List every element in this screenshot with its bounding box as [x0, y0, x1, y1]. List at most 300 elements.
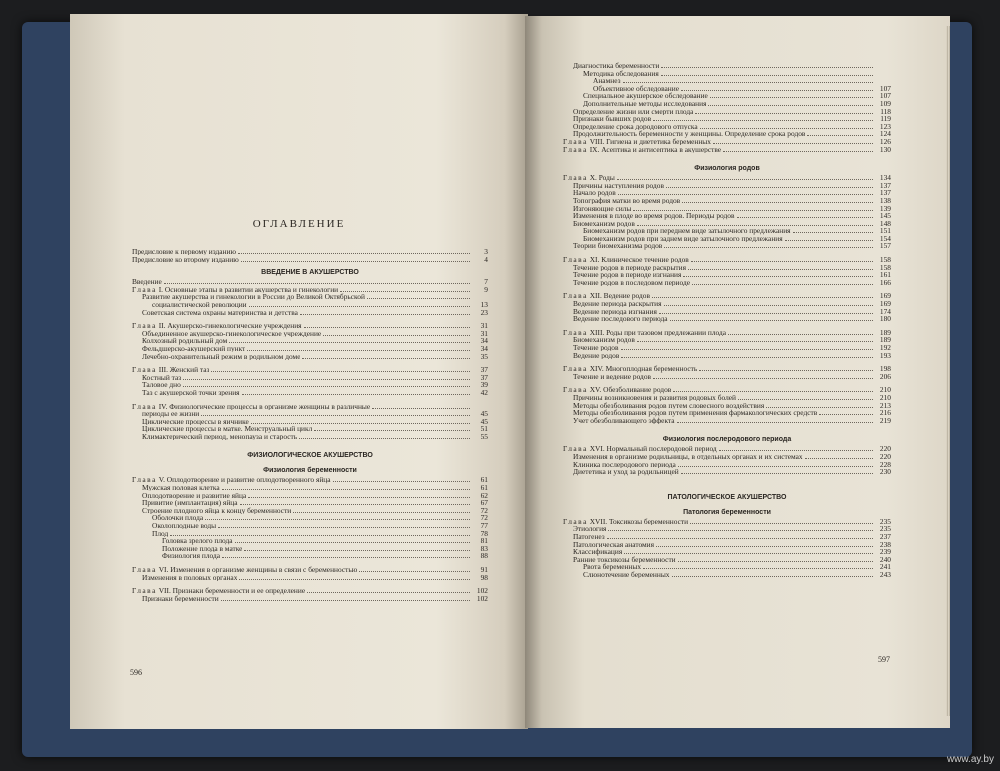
chapter-word: Глава	[563, 256, 588, 264]
toc-entry-label: Оплодотворение и развитие яйца	[142, 491, 247, 500]
toc-entry-label: Глава XVI. Нормальный послеродовой период	[563, 445, 717, 453]
dot-leader	[699, 370, 873, 371]
dot-leader	[666, 187, 873, 188]
toc-entry-page: 61	[480, 483, 488, 493]
toc-entry	[132, 278, 488, 286]
toc-chapter-entry	[563, 445, 891, 453]
toc-entry-page: 134	[879, 173, 891, 183]
toc-entry-page: 39	[480, 380, 488, 390]
toc-entry-label: Признаки беременности	[142, 594, 219, 603]
chapter-word: Глава	[563, 145, 588, 153]
toc-entry-label: Ведение периода раскрытия	[573, 300, 662, 308]
toc-entry-page: 145	[879, 211, 891, 221]
toc-entry-label: Продолжительность беременности у женщины. Определение срока родов	[573, 130, 806, 138]
toc-entry	[132, 507, 488, 515]
toc-chapter-entry	[563, 174, 891, 182]
toc-entry	[563, 264, 891, 272]
toc-entry	[563, 205, 891, 213]
toc-entry-page: 220	[879, 451, 891, 461]
toc-entry-label: Лечебно-охранительный режим в родильном доме	[142, 352, 301, 360]
toc-entry-label: Биомеханизм родов при заднем виде затылочного предлежания	[583, 234, 783, 243]
toc-entry-label: Течение родов	[573, 344, 619, 352]
toc-entry	[132, 410, 488, 418]
toc-entry-label: Патологическая анатомия	[573, 540, 655, 548]
dot-leader	[673, 391, 873, 392]
toc-chapter-entry	[132, 587, 488, 595]
toc-entry-page: 107	[879, 83, 891, 93]
dot-leader	[690, 523, 873, 524]
toc-entry-label: Методика обследования	[583, 69, 659, 77]
toc-chapter-entry	[563, 138, 891, 146]
toc-entry	[132, 293, 488, 301]
toc-chapter-entry	[132, 366, 488, 374]
toc-entry-label: Топография матки во время родов	[573, 196, 681, 205]
toc-entry-page: 151	[879, 226, 891, 236]
toc-entry-page: 174	[879, 306, 891, 316]
toc-entry-page: 3	[484, 247, 488, 256]
toc-entry-label: Изменения в половых органах	[142, 573, 238, 581]
toc-entry-page: 154	[879, 233, 891, 243]
dot-leader	[819, 414, 873, 415]
toc-entry-page: 161	[879, 270, 891, 280]
toc-entry	[132, 537, 488, 545]
dot-leader	[692, 284, 873, 285]
dot-leader	[708, 105, 873, 106]
toc-entry-label: Специальное акушерское обследование	[583, 92, 708, 100]
toc-entry-page: 189	[879, 327, 891, 337]
toc-entry-label: Предисловие к первому изданию	[132, 248, 236, 256]
dot-leader	[670, 320, 873, 321]
dot-leader	[661, 75, 873, 76]
toc-entry	[563, 130, 891, 138]
toc-entry-page: 37	[480, 365, 488, 375]
dot-leader	[205, 519, 470, 520]
toc-entry-label: Глава XIV. Многоплодная беременность	[563, 365, 698, 373]
dot-leader	[618, 194, 873, 195]
toc-entry	[132, 353, 488, 361]
toc-entry-label: Диагностика беременности	[573, 62, 660, 70]
toc-entry	[563, 336, 891, 344]
toc-entry-label: Течение родов в периоде раскрытия	[573, 263, 687, 272]
toc-entry-page: 239	[879, 547, 891, 557]
toc-entry-page: 210	[879, 392, 891, 402]
toc-entry	[563, 242, 891, 250]
toc-entry	[563, 77, 891, 85]
toc-entry-label: Патогенез	[573, 532, 605, 541]
chapter-word: Глава	[132, 566, 157, 574]
toc-entry-label: Причины возникновения и развития родовых болей	[573, 393, 737, 402]
toc-entry	[563, 100, 891, 108]
toc-entry-page: 237	[879, 531, 891, 541]
toc-entry-label: Причины наступления родов	[573, 181, 664, 190]
toc-chapter-entry	[563, 329, 891, 337]
dot-leader	[700, 128, 873, 129]
toc-entry	[563, 182, 891, 190]
toc-entry-page: 72	[480, 505, 488, 515]
dot-leader	[239, 579, 470, 580]
dot-leader	[607, 538, 873, 539]
toc-entry-page: 7	[484, 277, 488, 287]
dot-leader	[608, 530, 873, 531]
toc-entry	[132, 433, 488, 441]
toc-chapter-entry	[563, 365, 891, 373]
dot-leader	[621, 349, 874, 350]
dot-leader	[372, 408, 470, 409]
toc-entry-page: 67	[480, 498, 488, 508]
toc-entry-page: 228	[879, 459, 891, 469]
dot-leader	[785, 240, 873, 241]
toc-entry	[132, 301, 488, 309]
toc-entry-label: Положение плода в матке	[162, 544, 243, 553]
toc-entry-label: Строение плодного яйца к концу беременности	[142, 506, 292, 515]
dot-leader	[713, 143, 873, 144]
toc-entry-page: 78	[480, 528, 488, 538]
toc-entry-page: 169	[879, 299, 891, 309]
toc-entry-label: Ведение периода изгнания	[573, 307, 657, 316]
toc-entry-label: Глава XIII. Роды при тазовом предлежании плода	[563, 328, 727, 337]
dot-leader	[249, 306, 470, 307]
toc-entry-page: 124	[879, 129, 891, 139]
toc-entry-label: Мужская половая клетка	[142, 484, 220, 492]
toc-entry-page: 243	[879, 569, 891, 579]
toc-entry-page: 180	[879, 314, 891, 324]
toc-entry-page: 23	[480, 307, 488, 317]
toc-entry	[563, 563, 891, 571]
toc-entry-page: 166	[879, 277, 891, 287]
dot-leader	[664, 247, 873, 248]
toc-entry-page: 138	[879, 195, 891, 205]
toc-entry-page: 55	[480, 431, 488, 441]
toc-entry	[563, 315, 891, 323]
toc-entry	[563, 197, 891, 205]
toc-entry	[132, 492, 488, 500]
toc-entry-page: 148	[879, 218, 891, 228]
toc-entry-label: Рвота беременных	[583, 563, 642, 571]
dot-leader	[211, 371, 470, 372]
dot-leader	[678, 561, 873, 562]
dot-leader	[241, 261, 470, 262]
dot-leader	[235, 542, 470, 543]
toc-chapter-entry	[132, 566, 488, 574]
dot-leader	[623, 82, 874, 83]
dot-leader	[222, 489, 470, 490]
toc-chapter-entry	[563, 518, 891, 526]
chapter-word: Глава	[563, 328, 588, 337]
dot-leader	[633, 210, 873, 211]
toc-entry	[563, 541, 891, 549]
toc-entry	[563, 352, 891, 360]
toc-title: ОГЛАВЛЕНИЕ	[252, 218, 346, 230]
chapter-word: Глава	[132, 322, 157, 330]
dot-leader	[672, 576, 873, 577]
section-heading: Физиология беременности	[263, 467, 357, 475]
dot-leader	[681, 90, 873, 91]
toc-entry	[132, 418, 488, 426]
dot-leader	[248, 497, 470, 498]
toc-entry-label: Изгоняющие силы	[573, 204, 632, 212]
toc-entry	[563, 394, 891, 402]
toc-entry-label: Глава XI. Клиническое течение родов	[563, 256, 689, 264]
dot-leader	[238, 253, 470, 254]
section-heading: ВВЕДЕНИЕ В АКУШЕРСТВО	[261, 269, 359, 277]
dot-leader	[678, 466, 873, 467]
toc-entry-label: Глава VII. Признаки беременности и ее определение	[132, 587, 306, 595]
toc-chapter-entry	[132, 476, 488, 484]
chapter-word: Глава	[563, 174, 588, 182]
toc-entry-page: 81	[480, 536, 488, 546]
toc-entry	[563, 453, 891, 461]
toc-entry-label: Учет обезболивающего эффекта	[573, 416, 675, 425]
section-heading: Физиология послеродового периода	[662, 436, 792, 444]
dot-leader	[617, 179, 873, 180]
toc-entry	[132, 595, 488, 603]
toc-entry-page: 42	[480, 387, 488, 397]
toc-entry-label: Оболочки плода	[152, 514, 204, 522]
dot-leader	[183, 379, 470, 380]
toc-entry-label: Глава IV. Физиологические процессы в организме женщины в различные	[132, 402, 371, 410]
toc-entry-label: Глава I. Основные этапы в развитии акушерства и гинекологии	[132, 285, 339, 294]
toc-entry	[132, 425, 488, 433]
chapter-word: Глава	[563, 445, 588, 453]
toc-entry-label: Ранние токсикозы беременности	[573, 555, 676, 564]
dot-leader	[805, 458, 873, 459]
toc-entry-label: Глава XV. Обезболивание родов	[563, 386, 672, 394]
toc-entry-page: 31	[480, 321, 488, 331]
toc-entry-label: Климактерический период, менопауза и старость	[142, 432, 298, 441]
toc-entry-page: 238	[879, 539, 891, 549]
dot-leader	[307, 592, 470, 593]
toc-entry-label: Колхозный родильный дом	[142, 337, 228, 345]
toc-entry	[563, 271, 891, 279]
toc-entry-page: 51	[480, 424, 488, 434]
toc-entry-page: 31	[480, 328, 488, 338]
dot-leader	[723, 151, 873, 152]
dot-leader	[367, 298, 470, 299]
toc-entry-page: 34	[480, 343, 488, 353]
dot-leader	[710, 97, 873, 98]
toc-entry-label: Течение родов в последовом периоде	[573, 278, 691, 287]
dot-leader	[653, 378, 873, 379]
toc-entry	[132, 337, 488, 345]
toc-entry	[563, 70, 891, 78]
toc-entry-label: Классификация	[573, 548, 623, 556]
toc-entry	[563, 468, 891, 476]
dot-leader	[170, 535, 470, 536]
toc-entry-page: 220	[879, 444, 891, 454]
dot-leader	[221, 600, 470, 601]
toc-entry-page: 123	[879, 121, 891, 131]
toc-entry-page: 119	[880, 114, 891, 124]
toc-entry-label: Физиология плода	[162, 552, 221, 560]
toc-entry-page: 240	[879, 554, 891, 564]
toc-entry-label: Глава VI. Изменения в организме женщины в связи с беременностью	[132, 566, 358, 574]
dot-leader	[183, 386, 470, 387]
toc-entry-page: 210	[879, 385, 891, 395]
dot-leader	[293, 512, 470, 513]
chapter-word: Глава	[563, 365, 588, 373]
toc-entry-label: Теории биомеханизма родов	[573, 242, 663, 250]
toc-entry-page: 219	[879, 415, 891, 425]
toc-entry	[563, 300, 891, 308]
toc-entry	[132, 484, 488, 492]
toc-entry	[563, 548, 891, 556]
toc-entry-label: Глава VIII. Гигиена и диететика беременных	[563, 137, 711, 146]
toc-entry	[563, 115, 891, 123]
toc-entry-page: 13	[480, 299, 488, 309]
dot-leader	[683, 276, 873, 277]
toc-entry-label: Начало родов	[573, 189, 616, 197]
toc-entry-page: 98	[480, 572, 488, 582]
toc-entry-label: Признаки бывших родов	[573, 115, 652, 123]
page-number-right: 597	[878, 655, 890, 664]
dot-leader	[652, 297, 873, 298]
right-page	[525, 16, 950, 728]
toc-entry-page: 193	[879, 350, 891, 360]
dot-leader	[643, 568, 873, 569]
toc-entry-page: 126	[879, 136, 891, 146]
toc-entry-label: Дополнительные методы исследования	[583, 99, 707, 108]
toc-entry	[132, 381, 488, 389]
dot-leader	[304, 327, 470, 328]
toc-entry	[563, 373, 891, 381]
toc-entry	[563, 235, 891, 243]
toc-entry-label: Биомеханизм родов	[573, 219, 635, 228]
toc-entry-label: Определение жизни или смерти плода	[573, 107, 694, 115]
toc-entry	[563, 227, 891, 235]
dot-leader	[251, 423, 470, 424]
toc-entry-page: 158	[879, 262, 891, 272]
toc-entry-page: 83	[480, 543, 488, 553]
toc-entry-page: 235	[879, 516, 891, 526]
toc-entry-page: 137	[879, 188, 891, 198]
dot-leader	[240, 504, 470, 505]
toc-entry-label: Диететика и уход за родильницей	[573, 468, 679, 476]
chapter-word: Глава	[563, 386, 588, 394]
toc-entry-page: 206	[879, 371, 891, 381]
chapter-word: Глава	[132, 476, 157, 484]
toc-entry-label: Глава IX. Асептика и антисептика в акушерстве	[563, 145, 722, 153]
section-heading: Физиология родов	[694, 165, 760, 173]
toc-entry-label: Глава X. Роды	[563, 174, 615, 182]
dot-leader	[300, 314, 470, 315]
dot-leader	[656, 546, 873, 547]
toc-entry-page: 91	[480, 565, 488, 574]
toc-entry	[563, 556, 891, 564]
toc-entry	[132, 552, 488, 560]
toc-entry-page: 137	[879, 180, 891, 190]
dot-leader	[624, 553, 873, 554]
toc-entry	[563, 308, 891, 316]
toc-entry-label: Циклические процессы в яичнике	[142, 417, 249, 426]
toc-entry	[563, 189, 891, 197]
dot-leader	[661, 67, 873, 68]
toc-entry-page: 109	[879, 98, 891, 108]
toc-entry-label: Определение срока дородового отпуска	[573, 122, 698, 131]
dot-leader	[222, 557, 470, 558]
dot-leader	[728, 334, 873, 335]
toc-entry	[563, 212, 891, 220]
toc-entry-page: 45	[480, 409, 488, 419]
page-number-left: 596	[130, 668, 142, 677]
toc-entry-label: Слюнотечение беременных	[583, 570, 670, 579]
toc-entry-label: Изменения в организме родильницы, в отдельных органах и их системах	[573, 452, 803, 461]
dot-leader	[738, 399, 873, 400]
toc-entry-page: 62	[480, 490, 488, 500]
dot-leader	[229, 342, 470, 343]
dot-leader	[682, 202, 873, 203]
toc-entry-label: Глава XVII. Токсикозы беременности	[563, 517, 689, 526]
dot-leader	[164, 283, 470, 284]
toc-entry	[563, 220, 891, 228]
dot-leader	[653, 120, 873, 121]
toc-entry-label: Околоплодные воды	[152, 522, 217, 530]
toc-entry	[132, 522, 488, 530]
watermark: www.ay.by	[946, 754, 994, 765]
toc-entry-page: 192	[879, 343, 891, 352]
toc-entry-label: Течение родов в периоде изгнания	[573, 271, 682, 279]
dot-leader	[737, 217, 874, 218]
dot-leader	[681, 473, 873, 474]
toc-entry	[563, 402, 891, 410]
toc-entry-label: Объективное обследование	[593, 84, 679, 93]
toc-entry-page: 169	[879, 291, 891, 301]
toc-entry	[563, 344, 891, 352]
toc-entry	[563, 92, 891, 100]
page-edge	[946, 26, 950, 716]
toc-entry-label: Ведение последового периода	[573, 315, 668, 323]
toc-entry-label: Клиника послеродового периода	[573, 460, 676, 468]
toc-entry-page: 35	[480, 351, 488, 361]
dot-leader	[340, 291, 470, 292]
toc-entry-label: Циклические процессы в матке. Менструальный цикл	[142, 425, 313, 433]
toc-chapter-entry	[132, 403, 488, 411]
toc-entry-label: Изменения в плоде во время родов. Периоды родов	[573, 212, 735, 220]
toc-entry-label: Биомеханизм родов при переднем виде затылочного предлежания	[583, 227, 791, 235]
dot-leader	[302, 358, 470, 359]
toc-entry	[132, 499, 488, 507]
dot-leader	[677, 422, 873, 423]
dot-leader	[793, 232, 873, 233]
toc-entry-label: Плод	[152, 529, 169, 538]
dot-leader	[314, 430, 470, 431]
chapter-word: Глава	[132, 587, 157, 595]
toc-chapter-entry	[563, 386, 891, 394]
dot-leader	[664, 305, 873, 306]
dot-leader	[244, 550, 470, 551]
dot-leader	[719, 450, 873, 451]
toc-entry-label: Глава III. Женский таз	[132, 366, 210, 374]
toc-entry-label: Методы обезболивания родов путем применения фармакологических средств	[573, 409, 818, 417]
toc-entry-label: Введение	[132, 278, 162, 286]
chapter-word: Глава	[563, 137, 588, 146]
toc-entry-page: 230	[879, 467, 891, 477]
toc-entry	[563, 108, 891, 116]
dot-leader	[621, 357, 873, 358]
dot-leader	[691, 261, 873, 262]
toc-left-column	[132, 248, 488, 602]
toc-entry	[563, 525, 891, 533]
toc-entry-page: 102	[476, 593, 488, 603]
toc-entry-page: 139	[879, 203, 891, 213]
toc-entry-label: Этиология	[573, 525, 607, 533]
dot-leader	[299, 438, 470, 439]
toc-entry	[132, 545, 488, 553]
toc-entry	[132, 256, 488, 264]
toc-entry-label: социалистической революции	[152, 300, 247, 309]
toc-entry-page: 72	[480, 513, 488, 523]
toc-entry	[563, 461, 891, 469]
section-heading: Патология беременности	[683, 508, 771, 516]
